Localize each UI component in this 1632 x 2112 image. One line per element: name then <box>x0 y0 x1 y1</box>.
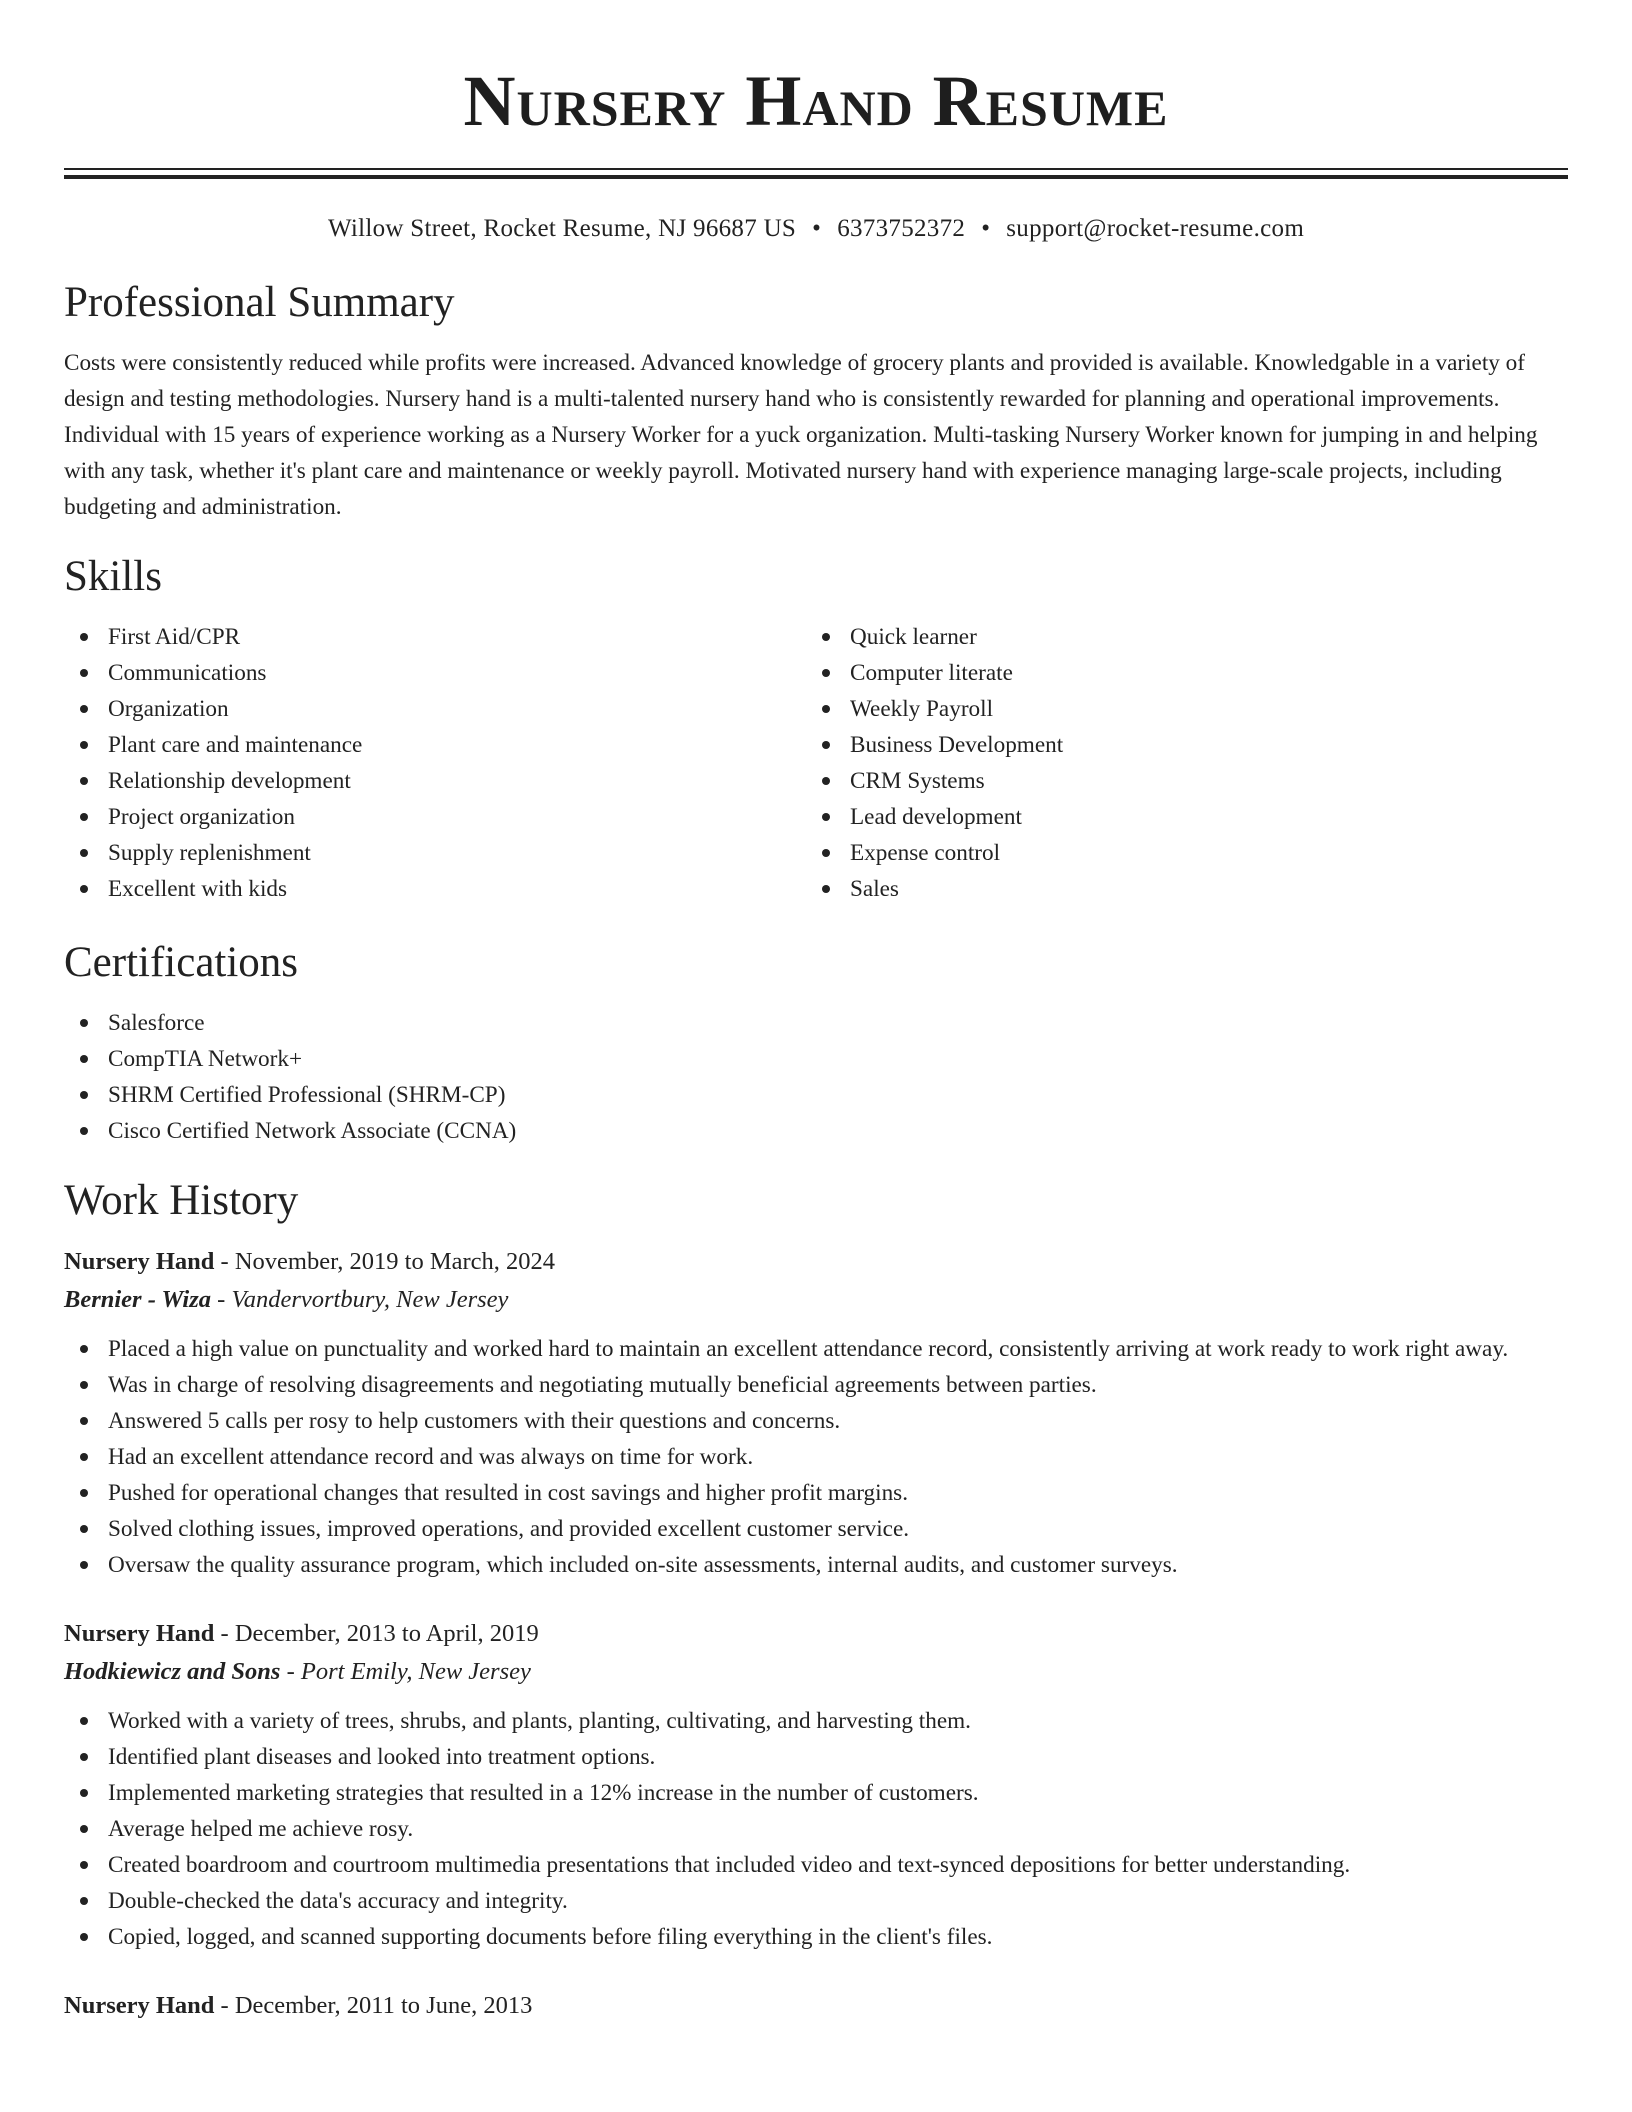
bullet-icon <box>822 777 830 785</box>
bullet-icon <box>80 1345 88 1353</box>
bullet-icon <box>80 1825 88 1833</box>
duty-item: Answered 5 calls per rosy to help customers with their questions and concerns. <box>64 1403 1568 1439</box>
bullet-icon <box>822 633 830 641</box>
duty-item: Oversaw the quality assurance program, which included on-site assessments, internal audits, and customer surveys. <box>64 1547 1568 1583</box>
duty-item: Solved clothing issues, improved operations, and provided excellent customer service. <box>64 1511 1568 1547</box>
bullet-icon <box>80 669 88 677</box>
bullet-icon <box>80 705 88 713</box>
job-header: Nursery Hand - December, 2011 to June, 2013 <box>64 1992 533 2019</box>
bullet-icon <box>80 777 88 785</box>
skills-column-left <box>64 619 806 907</box>
bullet-icon <box>822 813 830 821</box>
bullet-icon <box>822 741 830 749</box>
skill-item: Organization <box>64 691 806 727</box>
skill-item: Quick learner <box>806 619 1548 655</box>
bullet-icon <box>80 1789 88 1797</box>
skill-item: Computer literate <box>806 655 1548 691</box>
duty-item: Average helped me achieve rosy. <box>64 1811 1568 1847</box>
certification-item: CompTIA Network+ <box>64 1041 1568 1077</box>
skill-item: Supply replenishment <box>64 835 806 871</box>
duty-item: Worked with a variety of trees, shrubs, and plants, planting, cultivating, and harvesting them. <box>64 1703 1568 1739</box>
duty-item: Implemented marketing strategies that resulted in a 12% increase in the number of customers. <box>64 1775 1568 1811</box>
bullet-icon <box>80 1753 88 1761</box>
duty-item: Placed a high value on punctuality and worked hard to maintain an excellent attendance record, consistently arriving at work ready to work right away. <box>64 1331 1568 1367</box>
bullet-icon <box>80 849 88 857</box>
title-divider-thick <box>64 175 1568 179</box>
skill-item: Weekly Payroll <box>806 691 1548 727</box>
title-divider-thin <box>64 168 1568 170</box>
job-location: Port Emily, New Jersey <box>300 1658 531 1685</box>
certifications-list <box>64 1005 1568 1149</box>
bullet-icon <box>80 633 88 641</box>
skill-item: Communications <box>64 655 806 691</box>
skills-list <box>64 619 1568 907</box>
job-dates: December, 2013 to April, 2019 <box>234 1620 539 1647</box>
contact-phone: 6373752372 <box>837 215 966 242</box>
bullet-icon <box>80 1561 88 1569</box>
bullet-icon <box>80 1489 88 1497</box>
duty-item: Created boardroom and courtroom multimedia presentations that included video and text-synced depositions for better understanding. <box>64 1847 1568 1883</box>
job-dates: December, 2011 to June, 2013 <box>234 1992 533 2019</box>
job-header: Nursery Hand - November, 2019 to March, 2024 <box>64 1248 556 1275</box>
skills-heading: Skills <box>64 553 162 600</box>
skill-item: Lead development <box>806 799 1548 835</box>
bullet-icon <box>822 849 830 857</box>
bullet-icon <box>80 1933 88 1941</box>
skill-item: Expense control <box>806 835 1548 871</box>
work-history-heading: Work History <box>64 1177 299 1224</box>
bullet-icon <box>80 1127 88 1135</box>
skill-item: Relationship development <box>64 763 806 799</box>
duty-item: Pushed for operational changes that resulted in cost savings and higher profit margins. <box>64 1475 1568 1511</box>
resume-title: Nursery Hand Resume <box>463 61 1169 141</box>
certification-item: SHRM Certified Professional (SHRM-CP) <box>64 1077 1568 1113</box>
job-location: Vandervortbury, New Jersey <box>231 1286 509 1313</box>
contact-address: Willow Street, Rocket Resume, NJ 96687 US <box>327 215 797 242</box>
bullet-icon <box>80 1091 88 1099</box>
bullet-icon <box>822 705 830 713</box>
bullet-icon <box>822 885 830 893</box>
duty-item: Copied, logged, and scanned supporting documents before filing everything in the client's files. <box>64 1919 1568 1955</box>
bullet-icon <box>80 885 88 893</box>
duty-item: Had an excellent attendance record and was always on time for work. <box>64 1439 1568 1475</box>
contact-separator: • <box>812 215 822 242</box>
skill-item: Project organization <box>64 799 806 835</box>
job-role: Nursery Hand <box>64 1248 215 1275</box>
contact-separator: • <box>981 215 991 242</box>
job-role: Nursery Hand <box>64 1620 215 1647</box>
bullet-icon <box>80 813 88 821</box>
bullet-icon <box>80 1019 88 1027</box>
contact-email: support@rocket-resume.com <box>1006 215 1305 242</box>
skill-item: CRM Systems <box>806 763 1548 799</box>
summary-heading: Professional Summary <box>64 279 455 326</box>
job-company-line: Hodkiewicz and Sons - Port Emily, New Jersey <box>64 1658 531 1685</box>
skill-item: First Aid/CPR <box>64 619 806 655</box>
job-role: Nursery Hand <box>64 1992 215 2019</box>
bullet-icon <box>80 1417 88 1425</box>
bullet-icon <box>80 1055 88 1063</box>
job-company: Hodkiewicz and Sons <box>64 1658 281 1685</box>
skill-item: Plant care and maintenance <box>64 727 806 763</box>
summary-text: Costs were consistently reduced while profits were increased. Advanced knowledge of grocery plants and provided is available. Knowledgable in a variety of design and testing methodologies. Nursery hand is a multi-talented nursery hand who is consistently rewarded for planning and operational improvements. Individual with 15 years of experience working as a Nursery Worker for a yuck organization. Multi-tasking Nursery Worker known for jumping in and helping with any task, whether it's plant care and maintenance or weekly payroll. Motivated nursery hand with experience managing large-scale projects, including budgeting and administration. <box>64 350 1538 520</box>
job-company: Bernier - Wiza <box>64 1286 212 1313</box>
job-company-line: Bernier - Wiza - Vandervortbury, New Jersey <box>64 1286 509 1313</box>
bullet-icon <box>80 1717 88 1725</box>
job-dates: November, 2019 to March, 2024 <box>234 1248 556 1275</box>
skill-item: Business Development <box>806 727 1548 763</box>
bullet-icon <box>80 741 88 749</box>
bullet-icon <box>80 1453 88 1461</box>
job-entry <box>64 1243 1568 1583</box>
skill-item: Excellent with kids <box>64 871 806 907</box>
job-duties <box>64 1331 1568 1583</box>
job-entry <box>64 1987 1568 2025</box>
certifications-heading: Certifications <box>64 939 299 986</box>
bullet-icon <box>80 1381 88 1389</box>
job-entry <box>64 1615 1568 1955</box>
duty-item: Double-checked the data's accuracy and integrity. <box>64 1883 1568 1919</box>
bullet-icon <box>80 1525 88 1533</box>
duty-item: Identified plant diseases and looked into treatment options. <box>64 1739 1568 1775</box>
job-header: Nursery Hand - December, 2013 to April, 2019 <box>64 1620 539 1647</box>
bullet-icon <box>822 669 830 677</box>
job-duties <box>64 1703 1568 1955</box>
skill-item: Sales <box>806 871 1548 907</box>
bullet-icon <box>80 1897 88 1905</box>
skills-column-right <box>806 619 1548 907</box>
bullet-icon <box>80 1861 88 1869</box>
duty-item: Was in charge of resolving disagreements and negotiating mutually beneficial agreements between parties. <box>64 1367 1568 1403</box>
certification-item: Salesforce <box>64 1005 1568 1041</box>
contact-line <box>64 213 1568 245</box>
certification-item: Cisco Certified Network Associate (CCNA) <box>64 1113 1568 1149</box>
